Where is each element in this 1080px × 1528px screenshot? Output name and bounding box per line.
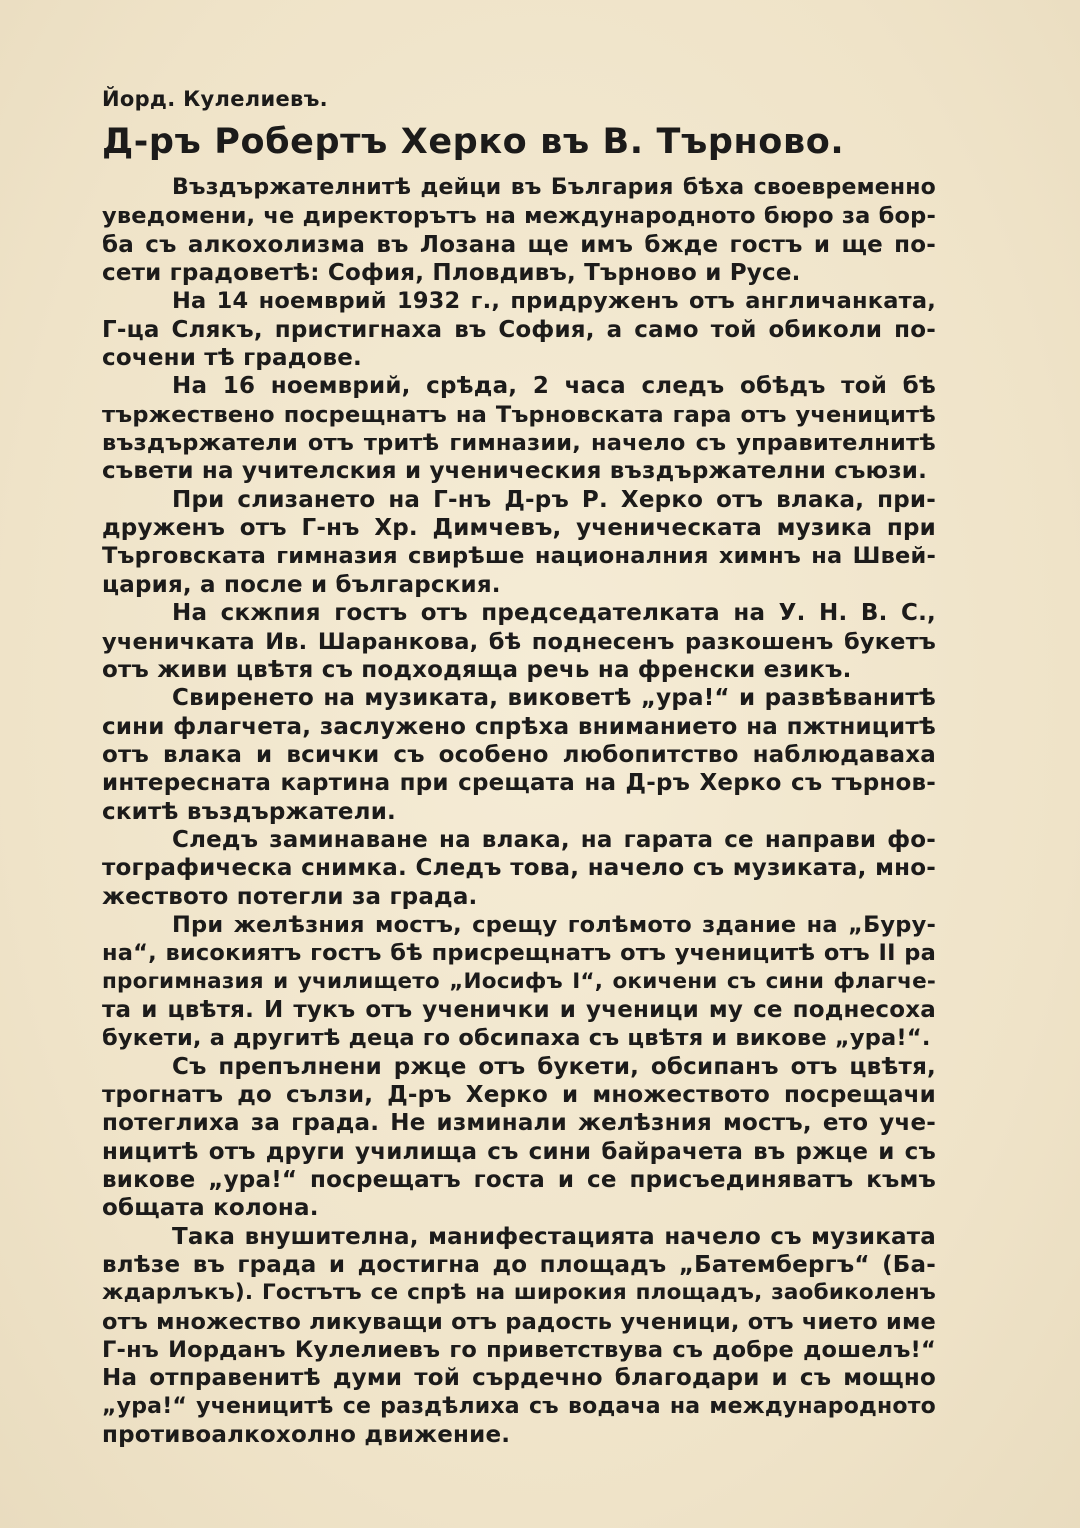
article — [102, 84, 936, 1449]
text-line: На отправенитѣ думи той сърдечно благодари и съ мощно — [102, 1365, 936, 1392]
text-line: съвети на учителския и ученическия въздържателни съюзи. — [102, 458, 928, 485]
article-body — [102, 174, 936, 1449]
text-line: Съ препълнени ржце отъ букети, обсипанъ отъ цвѣтя, — [172, 1053, 936, 1080]
text-line: Така внушителна, манифестацията начело съ музиката — [172, 1223, 936, 1250]
text-line: викове „ура!“ посрещатъ госта и се присъединяватъ къмъ — [102, 1167, 936, 1194]
text-line: Следъ заминаване на влака, на гарата се направи фо- — [172, 826, 936, 853]
text-line: При желѣзния мостъ, срещу голѣмото здание на „Буру- — [172, 911, 936, 938]
text-line: сети градоветѣ: София, Пловдивъ, Търново и Русе. — [102, 260, 801, 287]
article-title: Д-ръ Робертъ Херко въ В. Търново. — [102, 122, 845, 162]
text-line: цария, а после и българския. — [102, 571, 501, 598]
text-line: противоалкохолно движение. — [102, 1422, 511, 1449]
text-line: на“, високиятъ гостъ бѣ присрещнатъ отъ ученицитѣ отъ II ра — [102, 940, 936, 967]
text-line: ба съ алкохолизма въ Лозана ще имъ бжде гостъ и ще по- — [102, 231, 936, 258]
text-line: влѣзе въ града и достигна до площадъ „Батембергъ“ (Ба- — [102, 1252, 936, 1279]
text-line: На 14 ноемврий 1932 г., придруженъ отъ англичанката, — [172, 288, 936, 315]
text-line: отъ множество ликуващи отъ радость ученици, отъ чието име — [102, 1308, 936, 1335]
text-line: На 16 ноемврий, срѣда, 2 часа следъ обѣдъ той бѣ — [172, 373, 936, 400]
text-line: Г-нъ Иорданъ Кулелиевъ го приветствува съ добре дошелъ!“ — [102, 1337, 936, 1364]
text-line: Г-ца Слякъ, пристигнаха въ София, а само той обиколи по- — [102, 316, 936, 343]
text-line: трогнатъ до сълзи, Д-ръ Херко и множеството посрещачи — [102, 1082, 936, 1108]
text-line: жеството потегли за града. — [102, 883, 478, 910]
author-name: Йорд. Кулелиевъ. — [102, 87, 328, 111]
text-line: прогимназия и училището „Иосифъ I“, окичени съ сини флагче- — [102, 968, 936, 994]
text-line: ученичката Ив. Шаранкова, бѣ поднесенъ разкошенъ букетъ — [102, 628, 936, 655]
text-line: друженъ отъ Г-нъ Хр. Димчевъ, ученическата музика при — [102, 515, 936, 542]
text-line: тържествено посрещнатъ на Търновската гара отъ ученицитѣ — [102, 401, 936, 428]
text-line: интересната картина при срещата на Д-ръ Херко съ търнов- — [102, 770, 936, 797]
text-line: уведомени, че директорътъ на международното бюро за бор- — [102, 203, 936, 230]
text-line: въздържатели отъ тритѣ гимназии, начело съ управителнитѣ — [102, 430, 936, 457]
text-line: сини флагчета, заслужено спрѣха вниманието на пжтницитѣ — [102, 713, 936, 740]
text-line: букети, а другитѣ деца го обсипаха съ цвѣтя и викове „ура!“. — [102, 1025, 931, 1052]
text-line: сочени тѣ градове. — [102, 345, 362, 372]
text-line: потеглиха за града. Не изминали желѣзния мостъ, ето уче- — [102, 1110, 936, 1137]
text-line: На скжпия гостъ отъ председателката на У. Н. В. С., — [172, 600, 936, 627]
text-line: ницитѣ отъ други училища съ сини байрачета въ ржце и съ — [102, 1138, 936, 1165]
text-line: Търговската гимназия свирѣше националния химнъ на Швей- — [102, 543, 936, 570]
text-line: тографическа снимка. Следъ това, начело съ музиката, мно- — [102, 855, 936, 882]
text-line: „ура!“ ученицитѣ се раздѣлиха съ водача на международното — [102, 1393, 936, 1419]
text-line: отъ живи цвѣтя съ подходяща речь на френски езикъ. — [102, 656, 852, 683]
text-line: Свиренето на музиката, виковетѣ „ура!“ и развѣванитѣ — [172, 685, 936, 712]
text-line: та и цвѣтя. И тукъ отъ ученички и ученици му се поднесоха — [102, 996, 936, 1023]
text-line: скитѣ въздържатели. — [102, 798, 396, 825]
text-line: Въздържателнитѣ дейци въ България бѣха своевременно — [172, 175, 936, 200]
text-line: общата колона. — [102, 1195, 319, 1222]
text-line: ждарлъкъ). Гостътъ се спрѣ на широкия площадъ, заобиколенъ — [102, 1280, 936, 1306]
text-line: При слизането на Г-нъ Д-ръ Р. Херко отъ влака, при- — [172, 486, 936, 513]
text-line: отъ влака и всички съ особено любопитство наблюдаваха — [102, 741, 936, 768]
